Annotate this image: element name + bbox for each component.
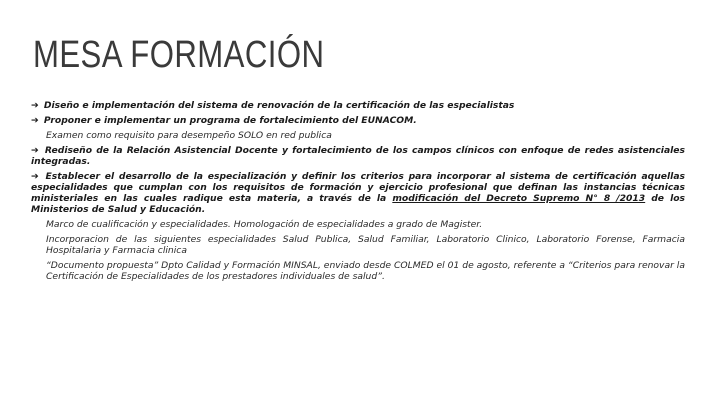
note-incorporacion: Incorporacion de las siguientes especialidades Salud Publica, Salud Familiar, Laboratorio Clinico, Laboratorio Forense, Farmacia Hospitalaria y Farmacia clinica: [46, 234, 685, 256]
bullet-text: de los Ministerios de Salud y Educación.: [31, 193, 685, 215]
note-documento: “Documento propuesta” Dpto Calidad y Formación MINSAL, enviado desde COLMED el 01 de agosto, referente a “Criterios para renovar la Certificación de Especialidades de los prestadores individuales de salud”.: [46, 260, 685, 282]
decree-link[interactable]: modificación del Decreto Supremo N° 8 /2013: [392, 193, 646, 204]
arrow-icon: ➔: [31, 100, 39, 111]
bullet-text: Diseño e implementación del sistema de renovación de la certificación de las especialistas: [43, 100, 515, 111]
slide-title: MESA FORMACIÓN: [33, 34, 325, 76]
bullet-note: Examen como requisito para desempeño SOLO en red publica: [46, 130, 332, 141]
note-marco: Marco de cualificación y especialidades. Homologación de especialidades a grado de Magister.: [46, 219, 483, 230]
bullet-text: Proponer e implementar un programa de fortalecimiento del EUNACOM.: [43, 115, 417, 126]
bullet-item-2: [31, 115, 685, 126]
bullet-text: Rediseño de la Relación Asistencial Docente y fortalecimiento de los campos clínicos con enfoque de redes asistenciales integradas.: [31, 145, 685, 167]
arrow-icon: ➔: [31, 171, 39, 182]
arrow-icon: ➔: [31, 115, 39, 126]
arrow-icon: ➔: [31, 145, 39, 156]
bullet-item-4: [31, 171, 685, 215]
bullet-text: Establecer el desarrollo de la especialización y definir los criterios para incorporar al sistema de certificación aquellas especialidades que cumplan con los requisitos de formación y ejercicio profesional que definan las instancias técnicas ministeriales en las cuales radique esta materia, a través de la: [31, 171, 685, 204]
bullet-item-1: [31, 100, 685, 111]
bullet-item-3: [31, 145, 685, 167]
slide-content: [31, 100, 685, 282]
